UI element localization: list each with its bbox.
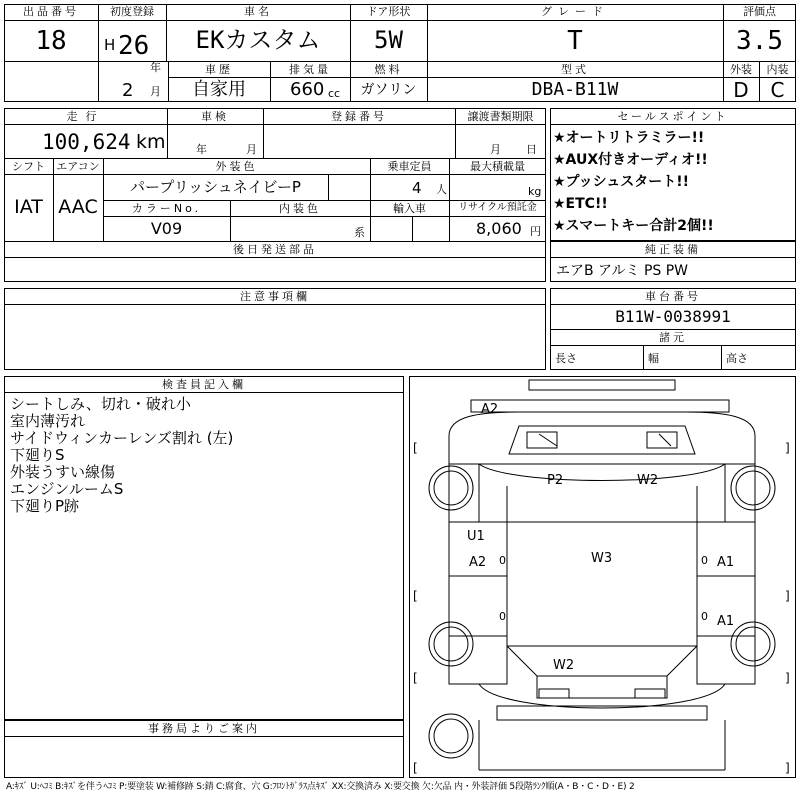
history: 自家用 (192, 79, 246, 100)
era: H (104, 36, 116, 54)
damage-mark: W2 (637, 473, 659, 488)
car-name-label: 車名 (244, 5, 272, 18)
mileage-label: 走行 (66, 110, 105, 123)
chassis-label: 車台番号 (645, 290, 701, 303)
inspection-month-unit: 月 (246, 143, 257, 156)
month-unit: 月 (150, 85, 161, 98)
damage-mark: A1 (717, 614, 735, 629)
office-label: 事務局よりご案内 (148, 722, 260, 735)
width-label: 幅 (648, 352, 659, 365)
lot-number: 18 (35, 26, 67, 56)
max-load-unit: kg (528, 185, 542, 198)
color-number: V09 (150, 219, 183, 238)
exterior-label: 外装 (730, 63, 752, 76)
dimensions-label: 諸元 (659, 331, 687, 344)
sales-points-label: セールスポイント (617, 110, 729, 123)
shift: IAT (14, 196, 43, 218)
grade: T (567, 26, 583, 56)
capacity: 4 (412, 179, 422, 197)
registration-label: 初度登録 (110, 5, 154, 18)
transfer-month-unit: 月 (490, 143, 501, 156)
equipment-label: 純正装備 (645, 243, 701, 256)
registration-year: 26 (118, 31, 150, 61)
damage-mark: A2 (481, 402, 499, 417)
interior-color-label: 内装色 (279, 202, 321, 215)
score: 3.5 (736, 26, 783, 56)
sales-point: ★プッシュスタート!! (553, 174, 690, 190)
inspector-note: 下廻りS (10, 446, 65, 464)
bracket-mark: [ (413, 761, 418, 775)
damage-mark: P2 (547, 473, 564, 488)
exterior-color: パープリッシュネイビーP (130, 178, 301, 196)
damage-mark: U1 (467, 529, 485, 544)
damage-mark: A2 (469, 555, 487, 570)
fuel: ガソリン (360, 82, 417, 98)
inspection-year-unit: 年 (196, 143, 207, 156)
car-name: EKカスタム (195, 26, 321, 54)
interior-color-unit: 系 (354, 226, 365, 239)
interior-label: 内装 (766, 63, 789, 76)
displacement-unit: cc (328, 87, 341, 100)
interior-grade: C (770, 78, 785, 102)
bracket-mark: ] (785, 671, 790, 685)
bracket-mark: [ (413, 441, 418, 455)
capacity-label: 乗車定員 (387, 160, 432, 173)
equipment: エアB アルミ PS PW (556, 263, 689, 279)
bracket-mark: ] (785, 589, 790, 603)
inspector-notes (10, 396, 400, 515)
legend: A:ｷｽﾞ U:ﾍｺﾐ B:ｷｽﾞを伴うﾍｺﾐ P:要塗装 W:補修跡 S:錆 C:腐食、穴 G:ﾌﾛﾝﾄｶﾞﾗｽ点ｷｽﾞ XX:交換済み X:要交換 欠:欠品 内・外装評価 5段階ﾗﾝｸ順(A・B・C・D・E) 2 (6, 782, 635, 792)
inspector-note: 室内薄汚れ (10, 412, 86, 430)
sales-points-list (553, 127, 793, 237)
length-label: 長さ (555, 352, 577, 365)
aircon: AAC (58, 196, 98, 218)
bracket-mark: ] (785, 441, 790, 455)
recycle-fee: 8,060 (476, 219, 522, 238)
height-label: 高さ (726, 352, 748, 365)
displacement-label: 排気量 (289, 63, 331, 76)
bracket-mark: [ (413, 589, 418, 603)
sales-point: ★ETC!! (553, 196, 608, 212)
score-label: 評価点 (743, 5, 776, 18)
inspector-note: シートしみ、切れ・破れ小 (10, 395, 191, 413)
mileage-unit: km (136, 131, 166, 153)
inspection-label: 車検 (201, 110, 229, 123)
zero-mark: 0 (701, 610, 708, 623)
capacity-unit: 人 (436, 183, 447, 196)
recycle-label: リサイクル預託金 (458, 202, 537, 213)
inspector-note: 外装うすい線傷 (10, 463, 116, 481)
later-parts-label: 後日発送部品 (233, 243, 317, 256)
zero-mark: 0 (701, 554, 708, 567)
chassis-number: B11W-0038991 (615, 307, 731, 326)
damage-mark: A1 (717, 555, 735, 570)
transfer-day-unit: 日 (526, 143, 537, 156)
transfer-deadline-label: 譲渡書類期限 (467, 110, 534, 123)
registration-month: 2 (122, 80, 134, 101)
damage-mark: W2 (553, 658, 575, 673)
model-label: 型式 (561, 63, 589, 76)
grade-label: グレード (541, 5, 609, 18)
model-code: DBA-B11W (531, 79, 619, 100)
inspector-note: エンジンルームS (10, 480, 124, 498)
inspector-note: サイドウィンカーレンズ割れ (左) (10, 429, 234, 447)
recycle-unit: 円 (530, 225, 541, 238)
year-unit: 年 (150, 61, 161, 74)
sales-point: ★オートリトラミラー!! (553, 130, 705, 146)
door-label: ドア形状 (366, 5, 411, 18)
shift-label: シフト (12, 160, 45, 173)
aircon-label: エアコン (56, 160, 100, 173)
bracket-mark: [ (413, 671, 418, 685)
import-label: 輸入車 (393, 202, 426, 215)
door-type: 5W (374, 26, 403, 54)
max-load-label: 最大積載量 (470, 160, 525, 173)
color-label: 外装色 (215, 160, 258, 173)
inspector-note: 下廻りP跡 (10, 497, 80, 515)
inspector-label: 検査員記入欄 (162, 378, 246, 391)
color-number-label: カラーNo. (131, 202, 202, 215)
fuel-label: 燃料 (374, 63, 403, 76)
damage-mark: W3 (591, 551, 613, 566)
exterior-grade: D (733, 78, 749, 102)
lot-label: 出品番号 (23, 5, 79, 18)
zero-mark: 0 (499, 554, 506, 567)
bracket-mark: ] (785, 761, 790, 775)
car-diagram (409, 376, 796, 778)
zero-mark: 0 (499, 610, 506, 623)
sales-point: ★AUX付きオーディオ!! (553, 152, 708, 168)
sales-point: ★スマートキー合計2個!! (553, 218, 714, 234)
history-label: 車歴 (205, 63, 233, 76)
mileage: 100,624 (42, 130, 131, 154)
registration-number-label: 登録番号 (331, 110, 387, 123)
displacement: 660 (290, 79, 325, 100)
caution-label: 注意事項欄 (240, 290, 310, 303)
